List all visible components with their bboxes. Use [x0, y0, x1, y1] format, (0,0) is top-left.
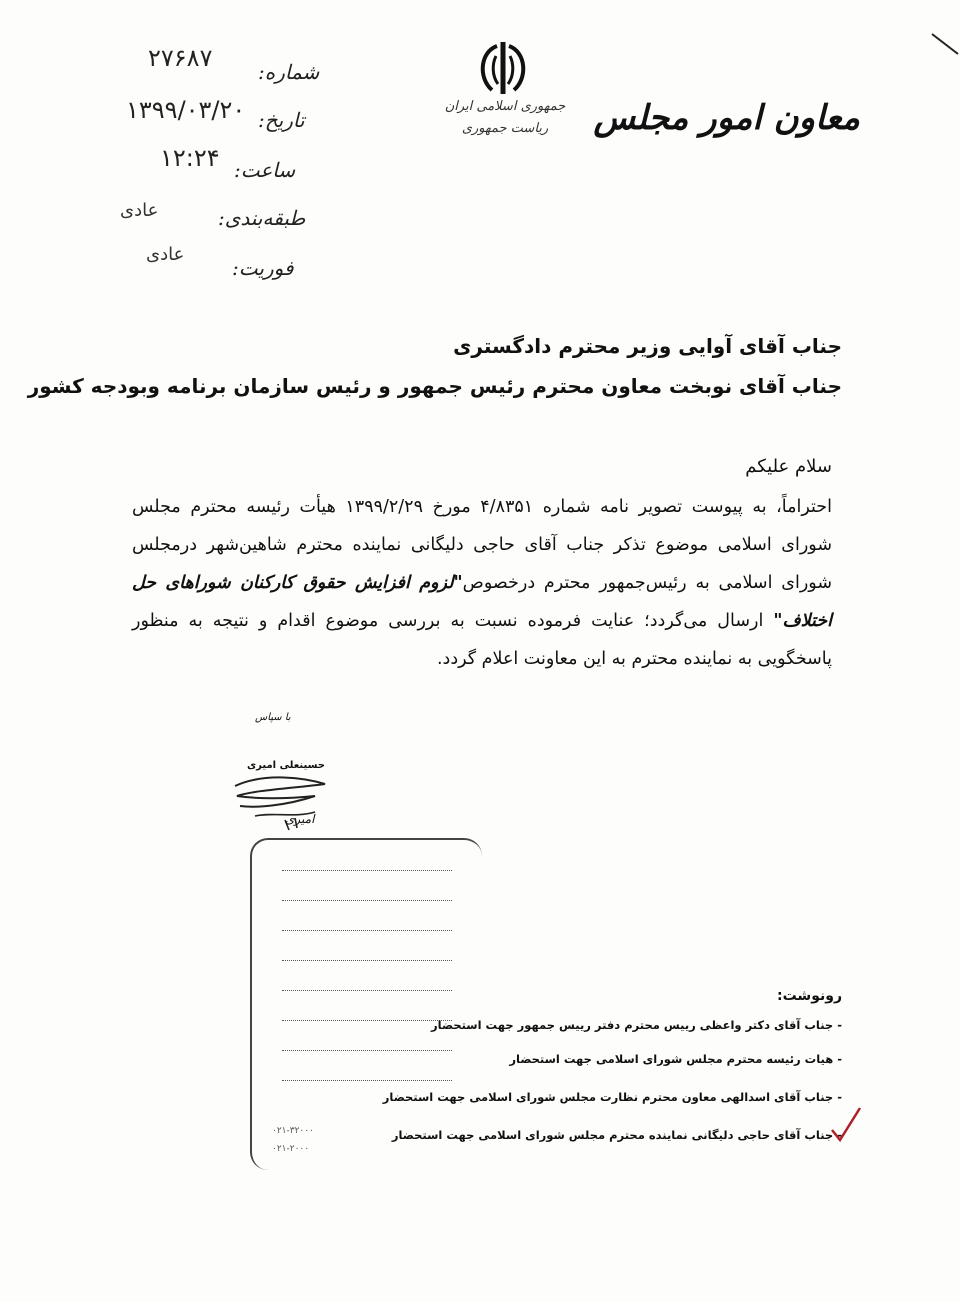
cc-line: - جناب آقای اسدالهی معاون محترم نظارت مجلس شورای اسلامی جهت استحضار — [382, 1090, 842, 1104]
signatory-name: حسینعلی امیری — [247, 760, 325, 771]
body-emphasis: "لزوم افزایش حقوق کارکنان شوراهای حل اختلاف" — [132, 573, 832, 631]
body-text-part: احتراماً، به پیوست تصویر نامه شماره ۴/۸۳۵۱ مورخ ۱۳۹۹/۲/۲۹ هیأت رئیسه محترم مجلس شورای اسلامی موضوع تذکر جناب آقای حاجی دلیگانی نماینده محترم شاهین‌شهر درمجلس شورای اسلامی به رئیس‌جمهور محترم درخصوص — [132, 497, 832, 593]
addressee-line: جناب آقای نوبخت معاون محترم رئیس جمهور و رئیس سازمان برنامه وبودجه کشور — [27, 374, 842, 398]
stamp-dotted-line — [282, 1050, 452, 1052]
issuer-title: معاون امور مجلس — [593, 98, 860, 138]
cc-line: - جناب آقای دکتر واعظی رییس محترم دفتر رییس جمهور جهت استحضار — [431, 1018, 842, 1032]
number-label: شماره: — [258, 60, 320, 84]
signature-block — [225, 708, 345, 838]
corner-pen-mark — [930, 30, 960, 60]
stamp-dotted-line — [282, 990, 452, 992]
letter-body — [132, 488, 832, 678]
urgency-label: فوریت: — [232, 256, 294, 280]
stamp-number: ۰۲۱-۲۰۰۰ — [272, 1144, 310, 1154]
greeting: سلام علیکم — [745, 456, 832, 477]
urgency-value: عادی — [146, 244, 185, 265]
emblem-caption-line: ریاست جمهوری — [461, 121, 549, 136]
red-tick-icon — [828, 1104, 864, 1144]
stamp-dotted-line — [282, 930, 452, 932]
receipt-stamp — [250, 838, 482, 1170]
body-text-part: ارسال می‌گردد؛ عنایت فرموده نسبت به بررسی موضوع اقدام و نتیجه به منظور پاسخگویی به نماینده محترم به این معاونت اعلام گردد. — [132, 611, 832, 669]
emblem-caption — [440, 96, 570, 140]
classification-value: عادی — [120, 200, 159, 221]
iran-emblem-icon — [470, 38, 536, 96]
letter-number: ۲۷۶۸۷ — [148, 44, 213, 72]
letter-time: ۱۲:۲۴ — [160, 144, 220, 172]
stamp-number: ۰۲۱-۳۲۰۰۰ — [272, 1126, 314, 1136]
date-label: تاریخ: — [258, 108, 305, 132]
emblem-caption-line: جمهوری اسلامی ایران — [444, 99, 566, 114]
cc-line: - هیات رئیسه محترم مجلس شورای اسلامی جهت استحضار — [509, 1052, 842, 1066]
addressee-line: جناب آقای آوایی وزیر محترم دادگستری — [453, 334, 842, 358]
signature-scribble: امیری — [285, 812, 315, 826]
cc-line: - جناب آقای حاجی دلیگانی نماینده محترم مجلس شورای اسلامی جهت استحضار — [391, 1128, 842, 1142]
stamp-dotted-line — [282, 870, 452, 872]
stamp-dotted-line — [282, 960, 452, 962]
time-label: ساعت: — [234, 158, 296, 182]
stamp-dotted-line — [282, 1020, 452, 1022]
classification-label: طبقه‌بندی: — [218, 206, 306, 230]
cc-title: رونوشت: — [777, 988, 842, 1004]
letter-date: ۱۳۹۹/۰۳/۲۰ — [126, 96, 246, 124]
signature-closing: با سپاس — [255, 712, 291, 723]
stamp-dotted-line — [282, 1080, 452, 1082]
stamp-dotted-line — [282, 900, 452, 902]
